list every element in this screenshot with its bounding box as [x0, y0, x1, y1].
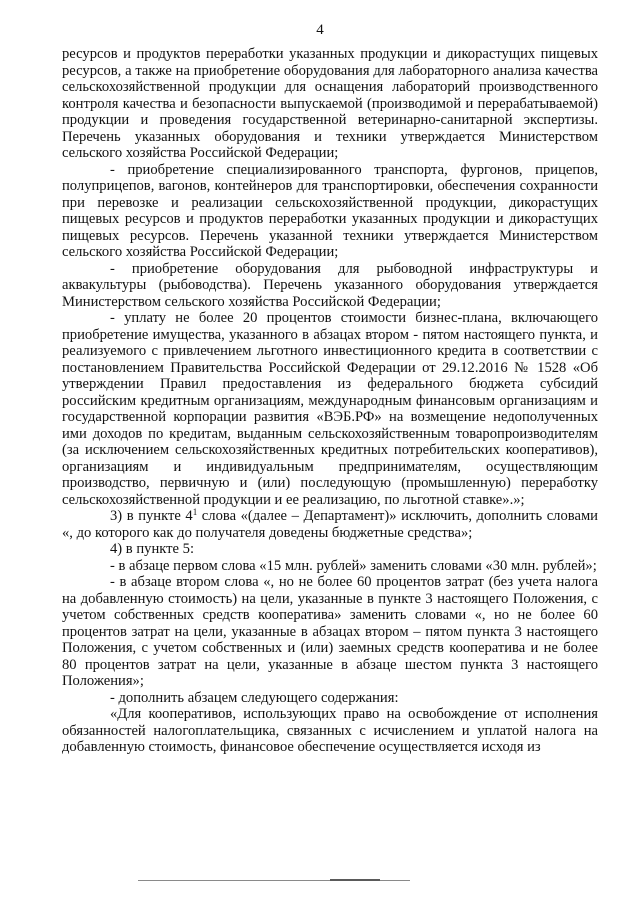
item-3-before: 3) в пункте 4: [110, 508, 193, 524]
paragraph-business-plan: - уплату не более 20 процентов стоимости бизнес-плана, включающего приобретение имущества, указанного в абзацах втором - пятом настоящего пункта, и реализуемого с привлечением льготного инвестиционного кредита в соответствии с постановлением Правительства Российской Федерации от 29.12.2016 № 1528 «Об утверждении Правил предоставления из федерального бюджета субсидий российским кредитным организациям, международным финансовым организациям и государственной корпорации развития «ВЭБ.РФ» на возмещение недополученных ими доходов по кредитам, выданным сельскохозяйственным товаропроизводителям (за исключением сельскохозяйственных кредитных потребительских кооперативов), организациям и индивидуальным предпринимателям, осуществляющим производство, первичную и (или) последующую (промышленную) переработку сельскохозяйственной продукции и ее реализацию, по льготной ставке».»;: [62, 310, 598, 508]
paragraph-continuation: ресурсов и продуктов переработки указанных продукции и дикорастущих пищевых ресурсов, а также на приобретение оборудования для лабораторного анализа качества сельскохозяйственной продукции для оснащения лабораторий производственного контроля качества и безопасности выпускаемой (производимой и перерабатываемой) продукции и проведения государственной ветеринарно-санитарной экспертизы. Перечень указанных оборудования и техники утверждается Министерством сельского хозяйства Российской Федерации;: [62, 46, 598, 161]
document-body: [62, 46, 598, 756]
paragraph-first-abzac: - в абзаце первом слова «15 млн. рублей» заменить словами «30 млн. рублей»;: [110, 557, 597, 574]
paragraph-transport: - приобретение специализированного транспорта, фургонов, прицепов, полуприцепов, вагонов, контейнеров для транспортировки, обеспечения сохранности при перевозке и реализации сельскохозяйственной продукции, дикорастущих пищевых ресурсов и продуктов переработки указанных продукции и дикорастущих пищевых ресурсов. Перечень указанной техники утверждается Министерством сельского хозяйства Российской Федерации;: [62, 161, 598, 260]
page-number: 4: [316, 22, 324, 38]
paragraph-aquaculture: - приобретение оборудования для рыбоводной инфраструктуры и аквакультуры (рыбоводства). Перечень указанного оборудования утверждается Министерством сельского хозяйства Российской Федерации;: [62, 260, 598, 310]
paragraph-item-4: 4) в пункте 5:: [110, 541, 195, 557]
paragraph-second-abzac: - в абзаце втором слова «, но не более 60 процентов затрат (без учета налога на добавленную стоимость) на цели, указанные в пункте 3 настоящего Положения, с учетом собственных средств кооператива» заменить словами «, но не более 60 процентов затрат на цели, указанные в абзацах втором – пятом пункта 3 настоящего Положения, с учетом собственных и (или) заемных средств кооператива и не более 80 процентов затрат на цели, указанные в абзаце шестом пункта 3 настоящего Положения»;: [62, 574, 598, 689]
footer-divider-mark: [330, 879, 380, 881]
paragraph-add-abzac: - дополнить абзацем следующего содержания:: [110, 689, 399, 706]
item-3-superscript: 1: [192, 507, 198, 517]
item-3-after: слова «(далее – Департамент)» исключить, дополнить словами «, до которого как до получателя доведены бюджетные средства»;: [62, 508, 598, 541]
paragraph-item-3: [62, 508, 598, 541]
paragraph-cooperatives-quote: «Для кооперативов, использующих право на освобождение от исполнения обязанностей налогоплательщика, связанных с исчислением и уплатой налога на добавленную стоимость, финансовое обеспечение осуществляется исходя из: [62, 706, 598, 755]
